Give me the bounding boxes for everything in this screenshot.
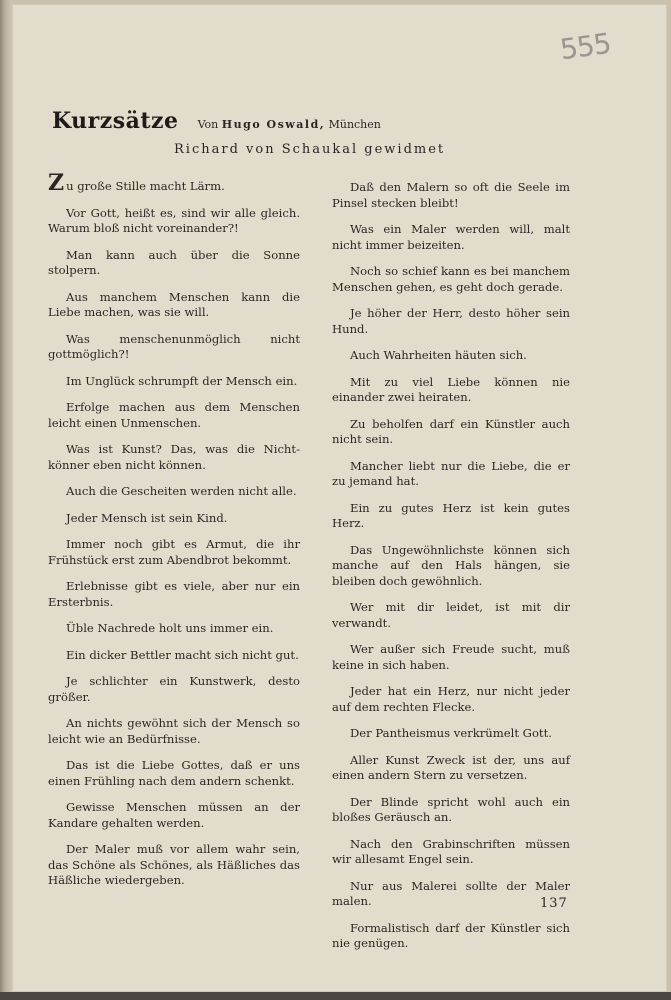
- author-name: Hugo Oswald,: [221, 118, 326, 131]
- author-place: München: [328, 118, 381, 131]
- aphorism: An nichts gewöhnt sich der Mensch so leicht wie an Bedürfnisse.: [48, 716, 300, 746]
- aphorism: Mancher liebt nur die Liebe, die er zu jemand hat.: [332, 458, 570, 488]
- aphorism: Aus manchem Menschen kann die Liebe machen, was sie will.: [48, 289, 300, 319]
- aphorism: Im Unglück schrumpft der Mensch ein.: [66, 373, 298, 388]
- dedication: Richard von Schaukal gewidmet: [174, 142, 446, 157]
- aphorism: Aller Kunst Zweck ist der, uns auf einen andern Stern zu versetzen.: [332, 752, 570, 782]
- aphorism: Wer außer sich Freude sucht, muß keine in sich haben.: [332, 642, 570, 672]
- aphorism: Ein zu gutes Herz ist kein gutes Herz.: [332, 500, 570, 530]
- book-spine-edge: [0, 0, 12, 1000]
- aphorism: Jeder hat ein Herz, nur nicht jeder auf dem rechten Flecke.: [332, 684, 570, 714]
- initial-letter: Z: [48, 170, 65, 196]
- aphorism: Mit zu viel Liebe können nie einander zwei heiraten.: [332, 374, 570, 404]
- aphorism: Wer mit dir leidet, ist mit dir verwandt.: [332, 600, 570, 630]
- aphorism: Formalistisch darf der Künstler sich nie genügen.: [332, 920, 570, 950]
- aphorism: Ein dicker Bettler macht sich nicht gut.: [66, 647, 299, 662]
- aphorism: Noch so schief kann es bei manchem Menschen gehen, es geht doch gerade.: [332, 264, 570, 294]
- aphorism: Man kann auch über die Sonne stolpern.: [48, 247, 300, 277]
- aphorism: Erfolge machen aus dem Menschen leicht einen Unmenschen.: [48, 400, 300, 430]
- aphorism: Üble Nachrede holt uns immer ein.: [66, 621, 274, 635]
- aphorism: Zu beholfen darf ein Künstler auch nicht sein.: [332, 416, 570, 446]
- aphorism: Was ein Maler werden will, malt nicht immer beizeiten.: [332, 222, 570, 252]
- aphorism-text: u große Stille macht Lärm.: [66, 179, 225, 193]
- right-column: [332, 180, 570, 963]
- handwritten-archive-mark: 555: [557, 26, 613, 67]
- aphorism: Das Ungewöhnlichste können sich manche auf den Hals hängen, sie bleiben doch gewöhnlich.: [332, 542, 570, 588]
- aphorism: Je höher der Herr, desto höher sein Hund.: [332, 306, 570, 336]
- aphorism: [48, 170, 300, 196]
- aphorism: Was menschenunmöglich nicht gottmöglich?!: [48, 331, 300, 361]
- aphorism: Der Blinde spricht wohl auch ein bloßes Geräusch an.: [332, 794, 570, 824]
- article-header: [52, 108, 612, 134]
- aphorism: Gewisse Menschen müssen an der Kandare gehalten werden.: [48, 800, 300, 830]
- aphorism: Je schlichter ein Kunstwerk, desto größer.: [48, 674, 300, 704]
- aphorism: Der Pantheismus verkrümelt Gott.: [350, 726, 552, 740]
- page-bottom-edge: [0, 992, 671, 1000]
- article-title: Kurzsätze: [52, 108, 179, 134]
- aphorism: Auch Wahrheiten häuten sich.: [350, 348, 527, 362]
- aphorism: Erlebnisse gibt es viele, aber nur ein Ersterbnis.: [48, 579, 300, 609]
- aphorism: Vor Gott, heißt es, sind wir alle gleich. Warum bloß nicht voreinander?!: [48, 205, 300, 235]
- aphorism: Daß den Malern so oft die Seele im Pinsel stecken bleibt!: [332, 180, 570, 210]
- aphorism: Was ist Kunst? Das, was die Nichtkönner eben nicht können.: [48, 442, 300, 472]
- left-column: [48, 170, 300, 900]
- aphorism: Jeder Mensch ist sein Kind.: [66, 510, 228, 525]
- byline-prefix: Von: [197, 118, 219, 131]
- byline: [198, 118, 381, 131]
- aphorism: Auch die Gescheiten werden nicht alle.: [66, 484, 297, 498]
- aphorism: Der Maler muß vor allem wahr sein, das Schöne als Schönes, als Häßliches das Häßliche wiedergeben.: [48, 842, 300, 887]
- aphorism: Immer noch gibt es Armut, die ihr Frühstück erst zum Abendbrot bekommt.: [48, 537, 300, 567]
- page-number: 137: [540, 896, 568, 911]
- aphorism: Nach den Grabinschriften müssen wir allesamt Engel sein.: [332, 836, 570, 866]
- aphorism: Das ist die Liebe Gottes, daß er uns einen Frühling nach dem andern schenkt.: [48, 758, 300, 788]
- aphorism: Nur aus Malerei sollte der Maler malen.: [332, 878, 570, 908]
